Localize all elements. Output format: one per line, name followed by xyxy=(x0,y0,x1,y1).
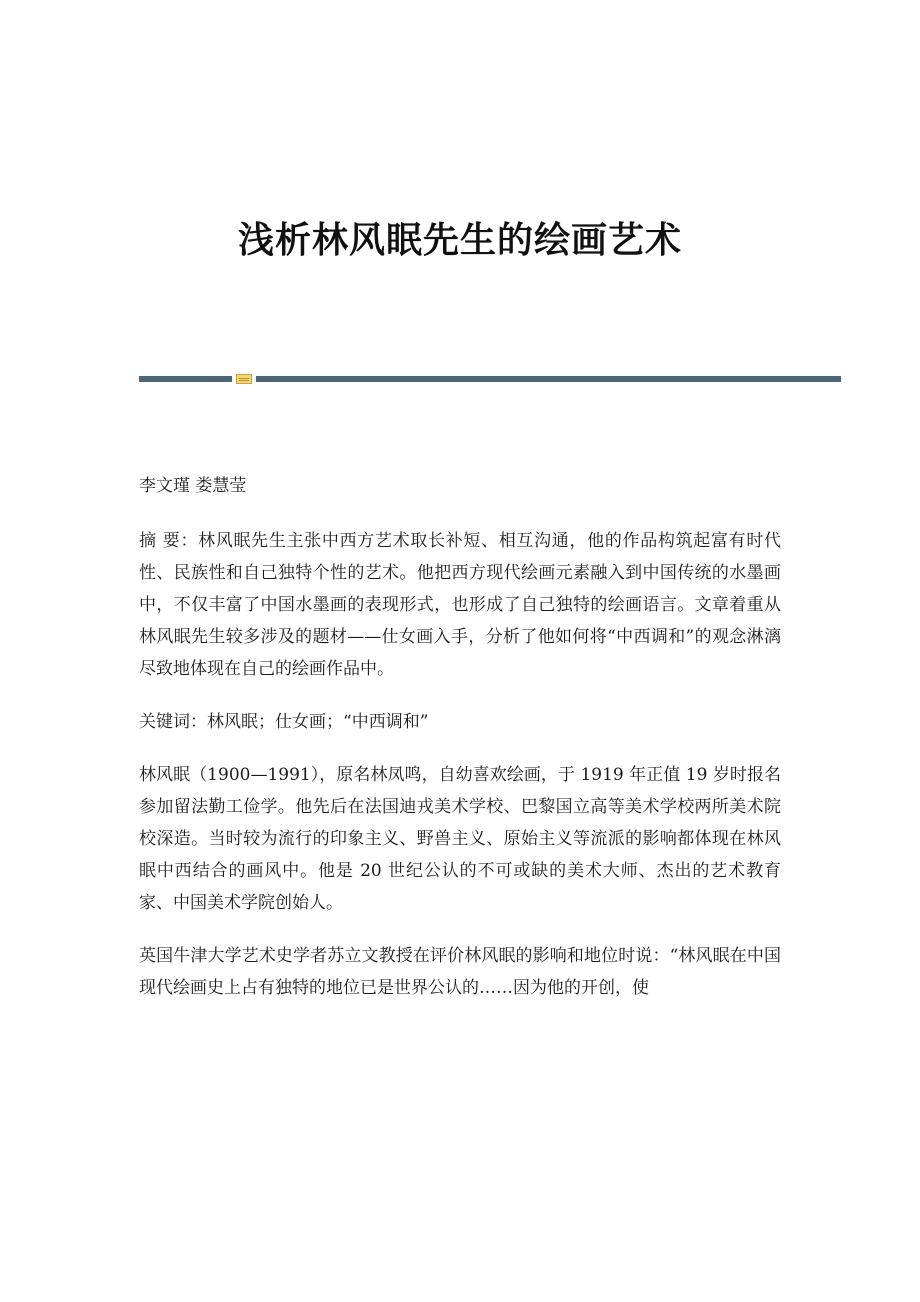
abstract: 摘 要：林风眠先生主张中西方艺术取长补短、相互沟通，他的作品构筑起富有时代性、民族性和自己独特个性的艺术。他把西方现代绘画元素融入到中国传统的水墨画中，不仅丰富了中国水墨画的表现形式，也形成了自己独特的绘画语言。文章着重从林风眠先生较多涉及的题材——仕女画入手，分析了他如何将“中西调和”的观念淋漓尽致地体现在自己的绘画作品中。 xyxy=(139,531,781,679)
document-title: 浅析林风眠先生的绘画艺术 xyxy=(237,220,682,261)
title-divider xyxy=(139,374,841,384)
keywords: 关键词：林风眠；仕女画；“中西调和” xyxy=(139,712,429,732)
divider-bar-right xyxy=(256,376,841,382)
divider-bar-left xyxy=(139,376,232,382)
body-paragraph: 英国牛津大学艺术史学者苏立文教授在评价林风眠的影响和地位时说：“林风眠在中国现代绘画史上占有独特的地位已是世界公认的……因为他的开创，使 xyxy=(139,946,781,998)
divider-ornament-icon xyxy=(236,374,252,384)
body-paragraph: 林风眠（1900—1991），原名林凤鸣，自幼喜欢绘画，于 1919 年正值 19 岁时报名参加留法勤工俭学。他先后在法国迪戎美术学校、巴黎国立高等美术学校两所美术院校深造。当时较为流行的印象主义、野兽主义、原始主义等流派的影响都体现在林风眠中西结合的画风中。他是 20 世纪公认的不可或缺的美术大师、杰出的艺术教育家、中国美术学院创始人。 xyxy=(139,765,781,913)
article-body xyxy=(139,470,781,1025)
authors: 李文瑾 娄慧莹 xyxy=(139,476,247,496)
